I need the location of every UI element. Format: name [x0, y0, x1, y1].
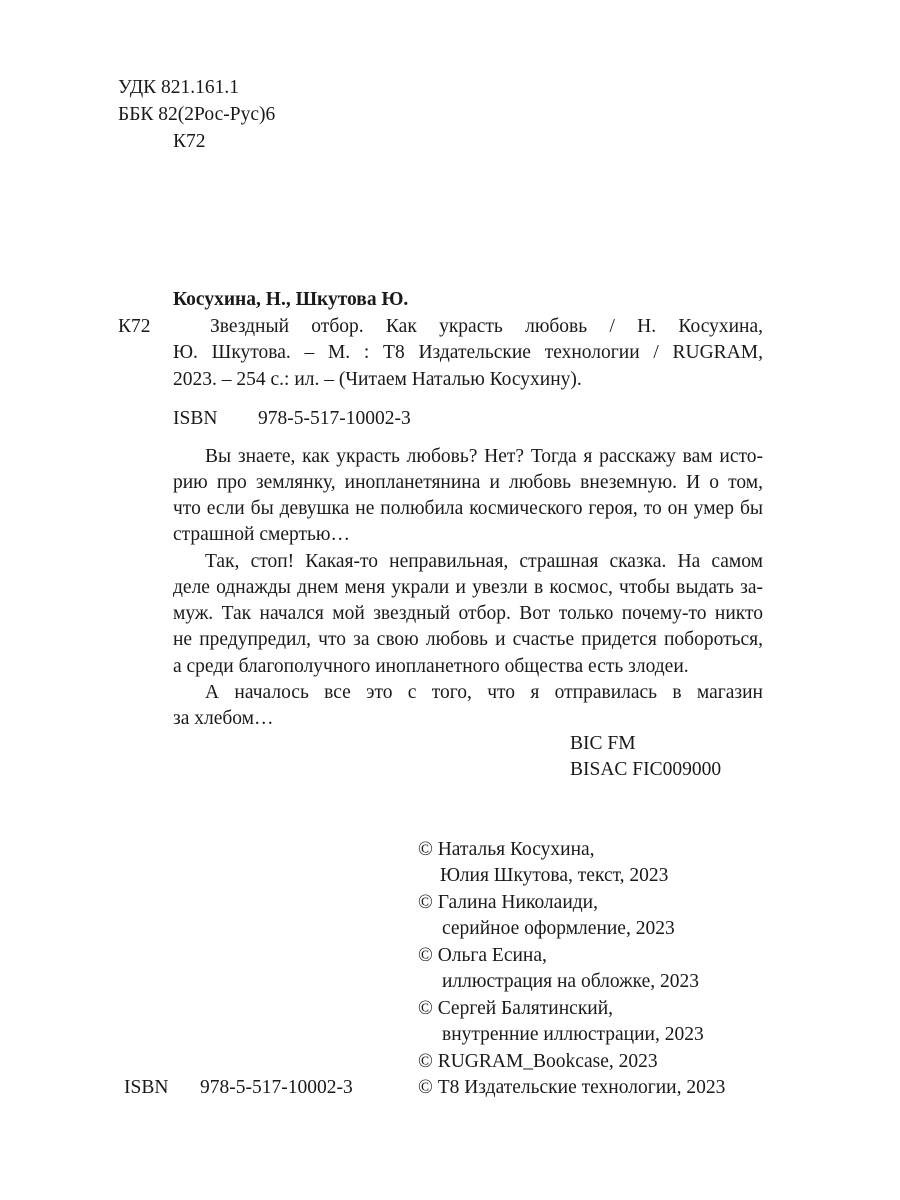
annotation-line: А началось все это с того, что я отправилась в магазин: [205, 682, 763, 703]
record-line: 2023. – 254 с.: ил. – (Читаем Наталью Косухину).: [173, 369, 582, 390]
annotation-line: деле однажды днем меня украли и увезли в космос, чтобы выдать за-: [173, 577, 763, 598]
annotation-line: не предупредил, что за свою любовь и счастье придется побороться,: [173, 629, 763, 650]
bic-code: BIC FM: [570, 733, 636, 754]
annotation-line: а среди благополучного инопланетного общества есть злодеи.: [173, 656, 689, 677]
bbk-code: ББК 82(2Рос-Рус)6: [118, 104, 276, 125]
footer-isbn-label: ISBN: [124, 1077, 169, 1098]
annotation-line: рию про землянку, инопланетянина и любовь внеземную. И о том,: [173, 472, 763, 493]
copyright-line: иллюстрация на обложке, 2023: [442, 971, 700, 992]
record-heading: Косухина, Н., Шкутова Ю.: [173, 289, 409, 310]
copyright-line: внутренние иллюстрации, 2023: [442, 1024, 704, 1045]
annotation-line: муж. Так начался мой звездный отбор. Вот только почему-то никто: [173, 603, 763, 624]
annotation-line: страшной смертью…: [173, 524, 350, 545]
isbn-value: 978-5-517-10002-3: [258, 408, 411, 429]
bisac-code: BISAC FIC009000: [570, 759, 722, 780]
copyright-line: серийное оформление, 2023: [442, 918, 675, 939]
record-line: Звездный отбор. Как украсть любовь / Н. Косухина,: [210, 316, 763, 337]
copyright-line: © Ольга Есина,: [418, 945, 547, 966]
author-sign: К72: [173, 131, 206, 152]
copyright-line: © RUGRAM_Bookcase, 2023: [418, 1051, 658, 1072]
record-sign: К72: [118, 316, 151, 337]
annotation-line: Вы знаете, как украсть любовь? Нет? Тогда я расскажу вам исто-: [205, 446, 763, 467]
annotation-line: что если бы девушка не полюбила космического героя, то он умер бы: [173, 498, 763, 519]
annotation-line: за хлебом…: [173, 708, 274, 729]
udk-code: УДК 821.161.1: [118, 77, 240, 98]
copyright-line: © Галина Николаиди,: [418, 892, 598, 913]
copyright-line: © Т8 Издательские технологии, 2023: [418, 1077, 726, 1098]
footer-isbn-value: 978-5-517-10002-3: [200, 1077, 353, 1098]
annotation-line: Так, стоп! Какая-то неправильная, страшная сказка. На самом: [205, 551, 763, 572]
copyright-line: © Сергей Балятинский,: [418, 998, 614, 1019]
isbn-label: ISBN: [173, 408, 218, 429]
record-line: Ю. Шкутова. – М. : Т8 Издательские технологии / RUGRAM,: [173, 342, 763, 363]
copyright-line: © Наталья Косухина,: [418, 839, 595, 860]
copyright-line: Юлия Шкутова, текст, 2023: [440, 865, 669, 886]
